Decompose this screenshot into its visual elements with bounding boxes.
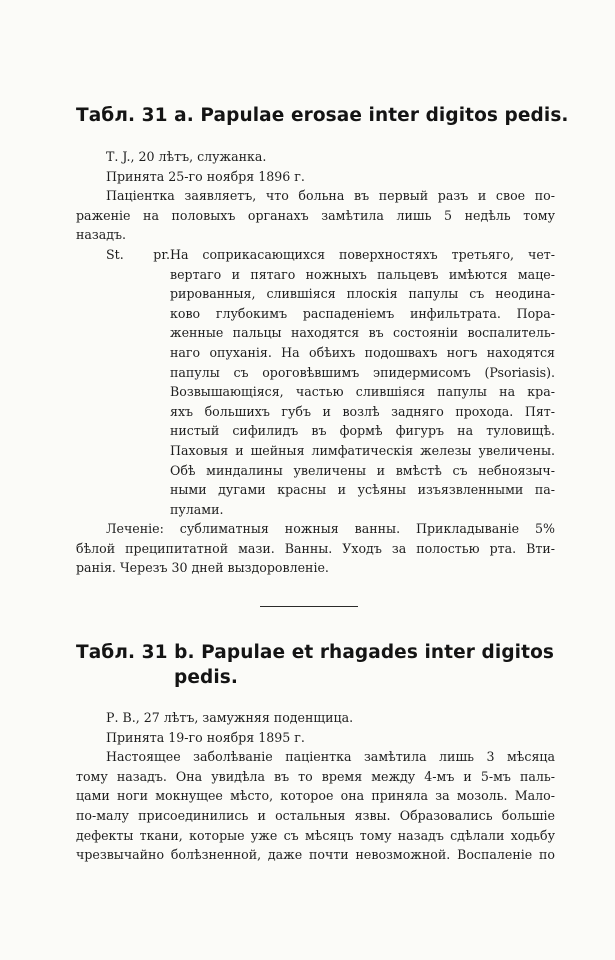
case-section-31b (0, 640, 615, 865)
section-divider (260, 606, 358, 607)
anamnesis-line: дефекты ткани, которые уже съ мѣсяцъ тому назадъ сдѣлали ходьбу (76, 827, 555, 843)
status-line: яхъ большихъ губъ и возлѣ задняго прохода. Пят- (170, 403, 555, 419)
status-line: ково глубокимъ распаденіемъ инфильтрата. Пора- (170, 305, 555, 321)
status-text: На соприкасающихся поверхностяхъ третьяго, чет- (170, 246, 555, 262)
plate-heading-31b (76, 640, 591, 690)
admission-date-line: Принята 19-го ноября 1895 г. (106, 729, 305, 745)
treatment-line: бѣлой преципитатной мази. Ванны. Уходъ за полостью рта. Вти- (76, 540, 555, 556)
status-line: папулы съ ороговѣвшимъ эпидермисомъ (Psoriasis). (170, 364, 555, 380)
status-line: наго опуханія. На обѣихъ подошвахъ ногъ находятся (170, 344, 555, 360)
anamnesis-line: раженіе на половыхъ органахъ замѣтила лишь 5 недѣль тому (76, 207, 555, 223)
status-line: нистый сифилидъ въ формѣ фигуръ на туловищѣ. (170, 423, 555, 439)
status-line: Обѣ миндалины увеличены и вмѣстѣ съ небноязыч- (170, 462, 555, 478)
plate-heading-31b-line1: Табл. 31 b. Papulae et rhagades inter digitos (76, 642, 554, 663)
treatment-line: Леченіе: сублиматныя ножныя ванны. Прикладываніе 5% (106, 521, 555, 537)
anamnesis-line: Настоящее заболѣваніе паціентка замѣтила лишь 3 мѣсяца (106, 749, 555, 765)
case-text-31a (0, 147, 615, 578)
anamnesis-line: назадъ. (76, 227, 127, 243)
status-line: Паховыя и шейныя лимфатическія железы увеличены. (170, 442, 555, 458)
status-praesens-label: St. pr. (106, 246, 170, 262)
patient-info-line: Р. В., 27 лѣтъ, замужняя поденщица. (106, 710, 354, 725)
status-line: вертаго и пятаго ножныхъ пальцевъ имѣются маце- (170, 266, 555, 282)
treatment-line: ранія. Черезъ 30 дней выздоровленіе. (76, 560, 329, 576)
status-praesens-line (0, 245, 615, 265)
status-line: пулами. (170, 501, 224, 517)
anamnesis-line: чрезвычайно болѣзненной, даже почти невозможной. Воспаленіе по (76, 847, 555, 863)
anamnesis-line: тому назадъ. Она увидѣла въ то время между 4-мъ и 5-мъ паль- (76, 768, 555, 784)
status-line: ными дугами красны и усѣяны изъязвленными па- (170, 482, 555, 498)
case-section-31a (0, 103, 615, 578)
admission-date-line: Принята 25-го ноября 1896 г. (106, 168, 305, 184)
anamnesis-line: Паціентка заявляетъ, что больна въ первый разъ и свое по- (106, 188, 555, 204)
status-line: Возвышающіяся, частью слившіяся папулы на кра- (170, 384, 555, 400)
status-line: рированныя, слившіяся плоскія папулы съ неодина- (170, 286, 555, 302)
anamnesis-line: цами ноги мокнущее мѣсто, которое она приняла за мозоль. Мало- (76, 788, 555, 804)
status-line: женные пальцы находятся въ состояніи воспалитель- (170, 325, 555, 341)
patient-info-line: Т. J., 20 лѣтъ, служанка. (106, 149, 267, 164)
anamnesis-line: по-малу присоединились и остальныя язвы. Образовались большіе (76, 807, 555, 823)
case-text-31b (0, 708, 615, 865)
plate-heading-31a: Табл. 31 а. Papulae erosae inter digitos pedis. (76, 105, 569, 126)
plate-heading-31b-line2: pedis. (174, 667, 239, 688)
